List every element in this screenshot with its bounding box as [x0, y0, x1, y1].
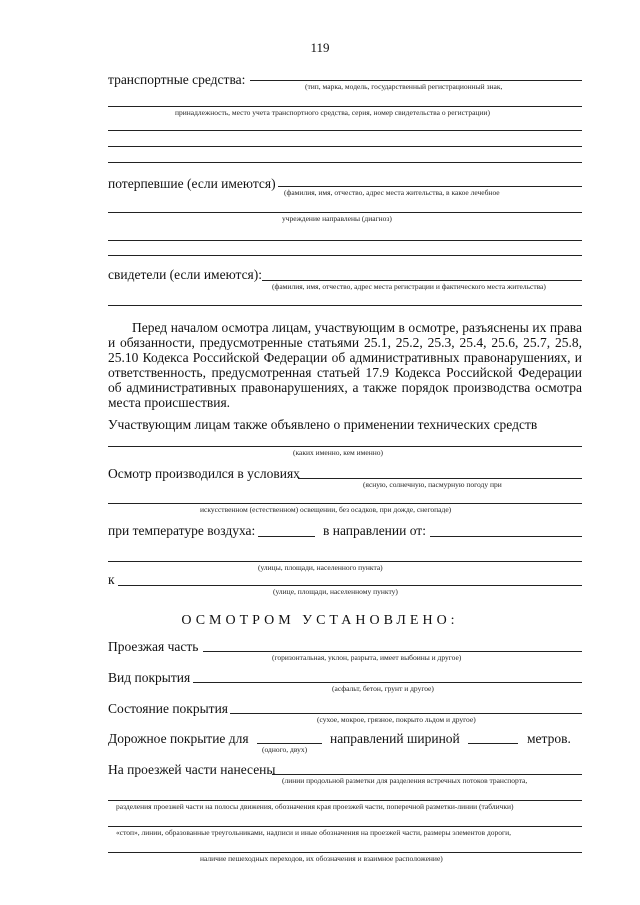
markings-caption-4: наличие пешеходных переходов, их обозначения и взаимное расположение)	[200, 854, 443, 863]
technical-label: Участвующим лицам также объявлено о применении технических средств	[108, 417, 538, 432]
blank-line	[108, 305, 582, 306]
conditions-caption-2: искусственном (естественном) освещении, без осадков, при дожде, снегопаде)	[200, 505, 452, 514]
surface-state-line	[230, 713, 582, 714]
blank-line	[108, 162, 582, 163]
road-surface-unit: метров.	[527, 731, 571, 746]
to-caption: (улице, площади, населенному пункту)	[273, 587, 398, 596]
transport-label: транспортные средства:	[108, 72, 246, 87]
directions-count-line	[257, 743, 322, 744]
victims-line	[278, 186, 582, 187]
road-surface-label: Дорожное покрытие для	[108, 731, 249, 746]
victims-caption-2: учреждение направлены (диагноз)	[282, 214, 392, 223]
markings-label: На проезжей части нанесены	[108, 762, 276, 777]
temperature-line	[258, 536, 315, 537]
to-label: к	[108, 572, 115, 587]
transport-line	[250, 80, 582, 81]
markings-caption-1: (линии продольной разметки для разделения встречных потоков транспорта,	[282, 776, 528, 785]
conditions-label: Осмотр производился в условиях	[108, 466, 300, 481]
blank-line	[108, 255, 582, 256]
transport-line	[108, 106, 582, 107]
markings-caption-2: разделения проезжей части на полосы движения, обозначения края проезжей части, поперечной разметки-линии (таблички)	[116, 802, 514, 811]
transport-caption-2: принадлежность, место учета транспортного средства, серия, номер свидетельства о регистрации)	[175, 108, 490, 117]
to-line	[118, 585, 582, 586]
surface-state-caption: (сухое, мокрое, грязное, покрыто льдом и другое)	[317, 715, 476, 724]
markings-line	[108, 800, 582, 801]
roadway-caption: (горизонтальная, уклон, разрыта, имеет выбоины и другое)	[272, 653, 462, 662]
witnesses-caption-1: (фамилия, имя, отчество, адрес места регистрации и фактического места жительства)	[272, 282, 546, 291]
page-number: 119	[310, 40, 330, 55]
conditions-line	[298, 478, 582, 479]
conditions-line	[108, 503, 582, 504]
markings-line	[272, 774, 582, 775]
conditions-caption-1: (ясную, солнечную, пасмурную погоду при	[363, 480, 502, 489]
surface-type-caption: (асфальт, бетон, грунт и другое)	[332, 684, 434, 693]
victims-caption-1: (фамилия, имя, отчество, адрес места жительства, в какое лечебное	[284, 188, 500, 197]
temperature-label: при температуре воздуха:	[108, 523, 256, 538]
road-surface-middle: направлений шириной	[330, 731, 460, 746]
technical-line	[108, 446, 582, 447]
technical-caption: (каких именно, кем именно)	[293, 448, 384, 457]
direction-line-2	[108, 561, 582, 562]
surface-type-label: Вид покрытия	[108, 670, 191, 685]
witnesses-label: свидетели (если имеются):	[108, 267, 263, 282]
surface-state-label: Состояние покрытия	[108, 701, 229, 716]
width-line	[468, 743, 518, 744]
direction-caption: (улицы, площади, населенного пункта)	[258, 563, 383, 572]
victims-line	[108, 212, 582, 213]
witnesses-line	[262, 280, 582, 281]
blank-line	[108, 240, 582, 241]
direction-label: в направлении от:	[323, 523, 426, 538]
transport-caption-1: (тип, марка, модель, государственный регистрационный знак,	[305, 82, 503, 91]
roadway-label: Проезжая часть	[108, 639, 199, 654]
blank-line	[108, 146, 582, 147]
direction-line	[430, 536, 582, 537]
markings-caption-3: «стоп», линии, образованные треугольниками, надписи и иные обозначения на проезжей части, размеры элементов дороги,	[116, 828, 512, 837]
blank-line	[108, 130, 582, 131]
markings-line	[108, 826, 582, 827]
road-surface-caption: (одного, двух)	[262, 745, 308, 754]
roadway-line	[203, 651, 582, 652]
markings-line	[108, 852, 582, 853]
rights-paragraph: Перед началом осмотра лицам, участвующим в осмотре, разъяснены их права и обязанности, предусмотренные статьями 25.1, 25.2, 25.3, 25.4, 25.6, 25.7, 25.8, 25.10 Кодекса Российской Федерации об административных правонарушениях, и ответственность, предусмотренная статьей 17.9 Кодекса Российской Федерации об административных правонарушениях, а также порядок производства осмотра места происшествия.	[108, 320, 582, 410]
victims-label: потерпевшие (если имеются)	[108, 176, 276, 191]
surface-type-line	[193, 682, 582, 683]
section-heading: ОСМОТРОМ УСТАНОВЛЕНО:	[181, 613, 459, 628]
